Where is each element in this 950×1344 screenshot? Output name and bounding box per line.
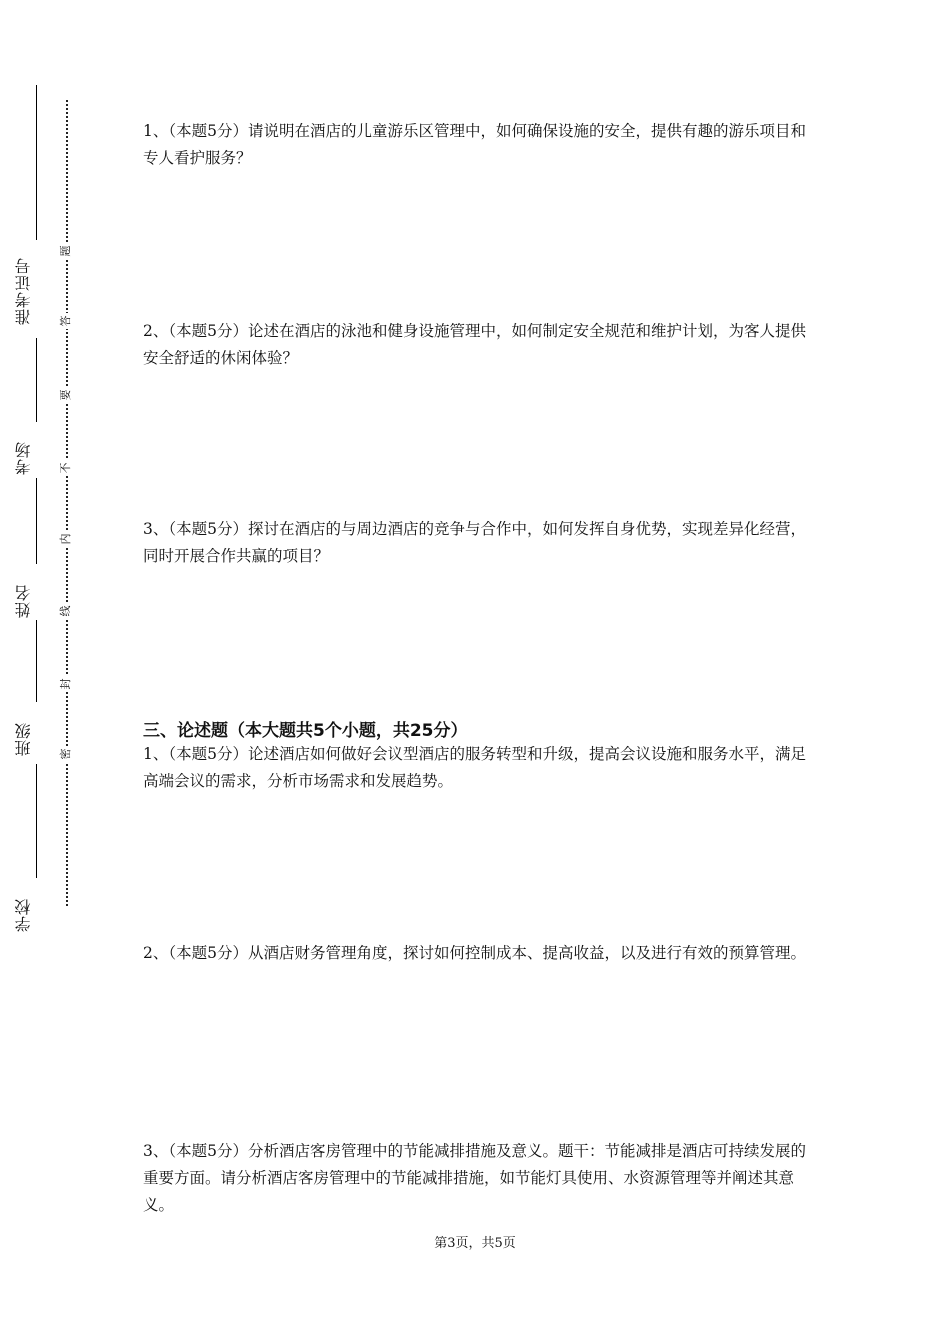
field-exam-id-line [36, 85, 37, 240]
binding-margin [0, 0, 110, 1344]
section-title: 三、论述题（本大题共5个小题，共25分） [143, 721, 468, 741]
seal-char: 不 [58, 460, 74, 476]
question-text: 2、（本题5分）论述在酒店的泳池和健身设施管理中，如何制定安全规范和维护计划，为客人提供安全舒适的休闲体验？ [143, 322, 806, 367]
seal-char: 封 [58, 676, 74, 692]
seal-char: 要 [58, 387, 74, 403]
field-name-line [36, 478, 37, 564]
field-class-line [36, 620, 37, 702]
field-exam-id-label: 准考证号 [14, 257, 33, 325]
field-exam-room-label: 考场 [14, 441, 33, 475]
page-number: 第3页，共5页 [434, 1236, 516, 1251]
seal-char: 答 [58, 313, 74, 329]
field-exam-room-line [36, 338, 37, 422]
question-text: 1、（本题5分）论述酒店如何做好会议型酒店的服务转型和升级，提高会议设施和服务水平，满足高端会议的需求，分析市场需求和发展趋势。 [143, 745, 806, 790]
field-class-label: 班级 [14, 722, 33, 756]
question-text: 3、（本题5分）探讨在酒店的与周边酒店的竞争与合作中，如何发挥自身优势，实现差异化经营，同时开展合作共赢的项目？ [143, 520, 806, 565]
seal-char: 线 [58, 603, 74, 619]
question-text: 2、（本题5分）从酒店财务管理角度，探讨如何控制成本、提高收益，以及进行有效的预算管理。 [143, 944, 806, 962]
seal-char: 密 [58, 746, 74, 762]
seal-dotted-line [66, 100, 68, 906]
question-text: 1、（本题5分）请说明在酒店的儿童游乐区管理中，如何确保设施的安全，提供有趣的游乐项目和专人看护服务？ [143, 122, 806, 167]
field-school-line [36, 764, 37, 878]
field-school-label: 学校 [14, 898, 33, 932]
seal-char: 题 [58, 243, 74, 259]
field-name-label: 姓名 [14, 584, 33, 618]
question-text: 3、（本题5分）分析酒店客房管理中的节能减排措施及意义。题干：节能减排是酒店可持续发展的重要方面。请分析酒店客房管理中的节能减排措施，如节能灯具使用、水资源管理等并阐述其意义。 [143, 1142, 806, 1214]
seal-char: 内 [58, 531, 74, 547]
